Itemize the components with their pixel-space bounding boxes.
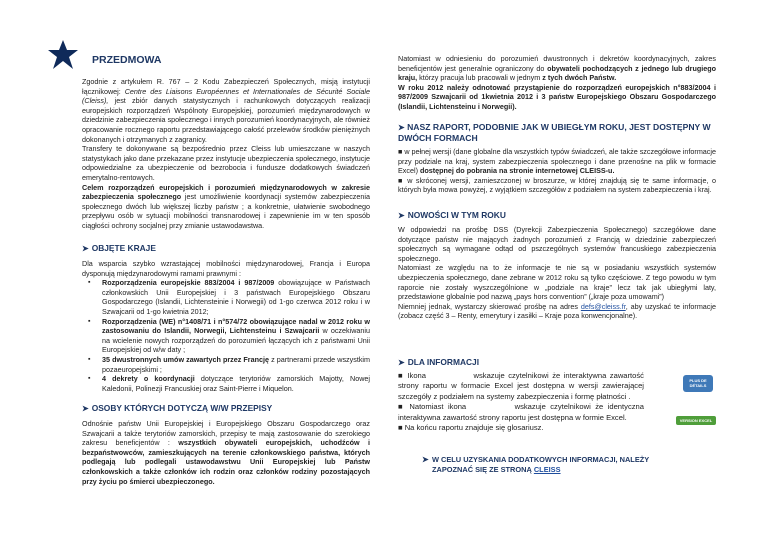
news-paragraph-2: Natomiast ze względu na to że informacje te nie są w posiadaniu wszystkich systemów ubezpieczenia społecznego, dane zebrane w 2012 roku są tylko częściowe. Z tego powodu w tym raporcie nie zostały wyszczególnione w „podziale na kraje” lecz tak jak ubiegłymi laty, przedstawione globalnie pod nazwą „pays hors convention” („kraje poza umowami”): [398, 263, 716, 302]
section-news-title: ➤ NOWOŚCI W TYM ROKU: [398, 210, 506, 220]
email-link[interactable]: defs@cleiss.fr: [580, 301, 626, 311]
persons-text: Odnośnie państw Unii Europejskiej i Europejskiego Obszaru Gospodarczego oraz Szwajcarii a także terytoriów zamorskich, przepisy te mają zastosowanie do szerokiego zakresu beneficjentów : wszystkich obywateli europejskich, uchodźców i bezpaństwowców, zamieszkujących na terenie członkowskiego państwa, których podlegają lub podlegali ustawodawstwu Unii Europejskiej lub Państw członkowskich a także członków ich rodzin oraz członków rodziny pozostających przy życiu po śmierci ubezpieczonego.: [82, 419, 370, 486]
news-paragraph-3: Niemniej jednak, wystarczy skierować prośbę na adres defs@cleiss.fr, aby uzyskać te informacje (zobacz część 3 – Renty, emerytury i zasiłki – Kraje poza konwencjonalne).: [398, 301, 716, 321]
report-short-version: ■ w skróconej wersji, zamieszczonej w broszurze, w której znajdują się te same informacje, o których była mowa powyżej, z wyjątkiem szczegółów z podziałem na system zabezpieczenia i kraj.: [398, 175, 716, 195]
cleiss-link[interactable]: CLEISS: [533, 465, 561, 474]
star-logo-icon: [47, 39, 79, 71]
info-line-3: ■ Na końcu raportu znajduje się glosariusz.: [398, 423, 544, 433]
arrow-right-icon: ➤: [398, 210, 405, 220]
intro-paragraph-1: Zgodnie z artykułem R. 767 – 2 Kodu Zabezpieczeń Społecznych, misją instytucji łącznikowej: Centre des Liaisons Européennes et Internationales de Sécurité Sociale (Cleiss), jest zbiór danych statystycznych i rachunkowych dotyczących realizacji europejskich rozporządzeń Wspólnoty Europejskiej, porozumień międzynarodowych w dziedzinie zabezpieczenia społecznego i innych porozumień koordynacyjnych, ale również opracowanie rocznego raportu przedstawiającego całość przelewów środków pieniężnych dokonanych i otrzymanych z zagranicy.: [82, 77, 370, 144]
footer-note: ➤ W CELU UZYSKANIA DODATKOWYCH INFORMACJI, NALEŻY ZAPOZNAĆ SIĘ ZE STRONĄ CLEISS: [422, 455, 650, 474]
list-item: ▪ 4 dekrety o koordynacji dotyczące terytoriów zamorskich Majotty, Nowej Kaledonii, Polinezji Francuskiej oraz Saint-Pierre i Miquelon.: [102, 374, 370, 393]
plus-details-button[interactable]: PLUS DE DÉTAILS: [683, 375, 713, 392]
arrow-right-icon: ➤: [422, 455, 429, 464]
right-intro-bold: W roku 2012 należy odnotować przystąpienie do rozporządzeń europejskich n°883/2004 i 987/2009 Szwajcarii od 1kwietnia 2012 i 3 państw Europejskiego Obszaru Gospodarczego (Islandii, Lichtensteinu i Norwegii).: [398, 82, 716, 111]
section-persons-title: ➤ OSOBY KTÓRYCH DOTYCZĄ W/W PRZEPISY: [82, 403, 273, 413]
report-full-version: ■ w pełnej wersji (dane globalne dla wszystkich typów świadczeń, ale także szczegółowe informacje przy podziale na kraj, system zabezpieczenia społecznego i dane przenośne na plik w formacie Excel) dostępnej do pobrania na stronie internetowej CLEISS-u.: [398, 147, 716, 176]
scope-text: Dla wsparcia szybko wzrastającej mobilności międzynarodowej, Francja i Europa dysponują międzynarodowymi ramami prawnymi :: [82, 259, 370, 278]
right-intro: Natomiast w odniesieniu do porozumień dwustronnych i dekretów koordynacyjnych, zakres beneficjentów jest generalnie ograniczony do obywateli pochodzących z jednego lub drugiego kraju, którzy pracuja lub pracowali w jednym z tych dwóch Państw.: [398, 54, 716, 83]
scope-list: [82, 278, 370, 393]
list-item: ▪ 35 dwustronnych umów zawartych przez Francję z partnerami przede wszystkim pozaeuropejskimi ;: [102, 355, 370, 374]
arrow-right-icon: ➤: [398, 357, 405, 367]
intro-paragraph-2: Transfery te dokonywane są bezpośrednio przez Cleiss lub umieszczane w naszych statystykach jako dane przekazane przez instytucje ubezpieczenia społecznego, instytucje odpowiedzialne za ubezpieczenie od bezrobocia i fundusze dodatkowych świadczeń emerytalno-rentowych.: [82, 144, 370, 182]
page-title: PRZEDMOWA: [92, 54, 162, 66]
info-line-1: ■ Ikona wskazuje czytelnikowi że interaktywna zawartość strony raportu w formacie Excel jest dostępna w wersji zawierającej szczegóły z podziałem na systemy zabezpieczenia i formę płatności .: [398, 371, 644, 401]
arrow-right-icon: ➤: [82, 403, 89, 413]
news-paragraph-1: W odpowiedzi na prośbę DSS (Dyrekcji Zabezpieczenia Społecznego) szczegółowe dane dotyczące państw nie mających żadnych porozumień z Francją w dziedzinie zabezpieczeń społecznych są wymagane odtąd od pszczególnych systemów francuskiego zabezpieczenia społecznego.: [398, 225, 716, 263]
list-item: ▪ Rozporządzenia (WE) n°1408/71 i n°574/72 obowiązujące nadal w 2012 roku w zastosowaniu do Islandii, Norwegii, Lichtensteinu i Szwajcarii w oczekiwaniu na wcielenie nowych rozporządzeń do porozumień łączących ich z państwami Unii Europejskiej od w/w daty ;: [102, 317, 370, 355]
list-item: ▪ Rozporządzenia europejskie 883/2004 i 987/2009 obowiązujące w Państwach członkowskich Unii Europejskiej i 3 państwach Europejskiego Obszaru Gospodarczego (Islandii, Lichtensteinie i Norwegii) od 1-go czerwca 2012 roku i w Szwajcarii od 1-go kwietnia 2012;: [102, 278, 370, 316]
arrow-right-icon: ➤: [82, 243, 89, 253]
info-line-2: ■ Natomiast ikona wskazuje czytelnikowi że identyczna interaktywna zawartość strony raportu jest dostępna w formie Excel.: [398, 402, 644, 422]
section-scope-title: ➤ OBJĘTE KRAJE: [82, 243, 156, 253]
section-report-title: ➤ NASZ RAPORT, PODOBNIE JAK W UBIEGŁYM ROKU, JEST DOSTĘPNY W DWÓCH FORMACH: [398, 122, 711, 143]
excel-version-button[interactable]: VERSION EXCEL: [676, 416, 716, 425]
section-info-title: ➤ DLA INFORMACJI: [398, 357, 480, 367]
arrow-right-icon: ➤: [398, 123, 405, 132]
intro-paragraph-3: Celem rozporządzeń europejskich i porozumień międzynarodowych w zakresie zabezpieczenia społecznego jest umożliwienie koordynacji systemów zabezpieczenia społecznego dwóch lub większej liczby państw ; a konkretnie, ułatwienie swobodnego przepływu osób w sytuacji mobilności transnarodowej i zapewnienie im w ten sposób ciągłości ochrony socjalnej przy zmianie ustawodawstwa.: [82, 182, 370, 230]
